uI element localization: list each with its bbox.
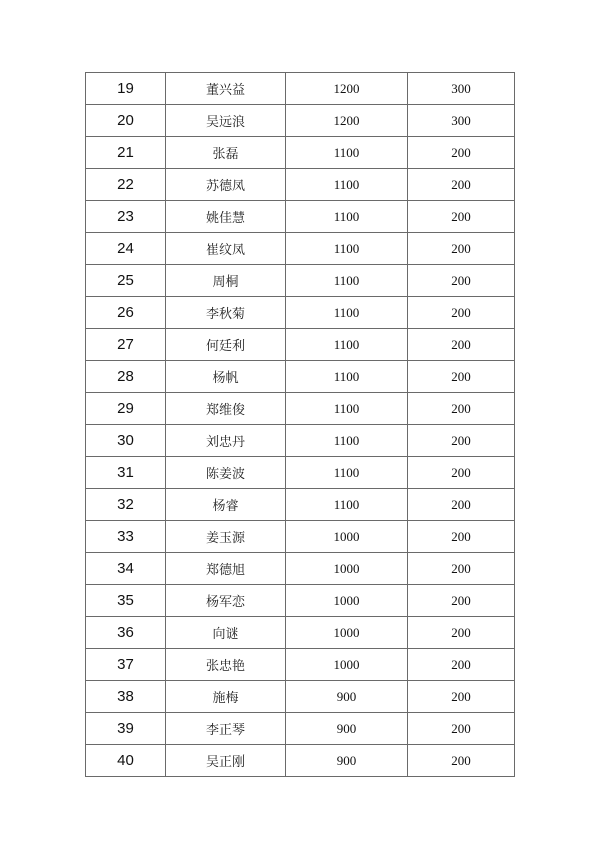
person-name: 张磊 bbox=[166, 137, 286, 169]
amount-1: 1200 bbox=[286, 73, 408, 105]
amount-1: 1100 bbox=[286, 265, 408, 297]
table-row bbox=[86, 457, 515, 489]
person-name: 董兴益 bbox=[166, 73, 286, 105]
table-row bbox=[86, 201, 515, 233]
amount-1: 1100 bbox=[286, 425, 408, 457]
person-name: 杨睿 bbox=[166, 489, 286, 521]
amount-2: 200 bbox=[408, 521, 515, 553]
amount-2: 200 bbox=[408, 329, 515, 361]
person-name: 吴远浪 bbox=[166, 105, 286, 137]
amount-2: 200 bbox=[408, 713, 515, 745]
amount-1: 1100 bbox=[286, 169, 408, 201]
amount-1: 1000 bbox=[286, 521, 408, 553]
person-name: 张忠艳 bbox=[166, 649, 286, 681]
row-number: 34 bbox=[86, 553, 166, 585]
row-number: 25 bbox=[86, 265, 166, 297]
amount-2: 200 bbox=[408, 265, 515, 297]
amount-2: 200 bbox=[408, 745, 515, 777]
row-number: 28 bbox=[86, 361, 166, 393]
amount-2: 200 bbox=[408, 553, 515, 585]
table-row bbox=[86, 329, 515, 361]
amount-2: 200 bbox=[408, 681, 515, 713]
table-row bbox=[86, 105, 515, 137]
person-name: 郑维俊 bbox=[166, 393, 286, 425]
amount-2: 200 bbox=[408, 425, 515, 457]
row-number: 38 bbox=[86, 681, 166, 713]
person-name: 陈姜波 bbox=[166, 457, 286, 489]
amount-2: 300 bbox=[408, 105, 515, 137]
table-row bbox=[86, 553, 515, 585]
person-name: 崔纹凤 bbox=[166, 233, 286, 265]
amount-1: 1100 bbox=[286, 329, 408, 361]
amount-2: 200 bbox=[408, 649, 515, 681]
amount-1: 1000 bbox=[286, 649, 408, 681]
amount-2: 300 bbox=[408, 73, 515, 105]
amount-1: 1100 bbox=[286, 297, 408, 329]
person-name: 刘忠丹 bbox=[166, 425, 286, 457]
amount-1: 900 bbox=[286, 713, 408, 745]
person-name: 郑德旭 bbox=[166, 553, 286, 585]
table-row bbox=[86, 265, 515, 297]
row-number: 27 bbox=[86, 329, 166, 361]
row-number: 33 bbox=[86, 521, 166, 553]
amount-1: 900 bbox=[286, 681, 408, 713]
amount-2: 200 bbox=[408, 457, 515, 489]
table-row bbox=[86, 233, 515, 265]
person-name: 施梅 bbox=[166, 681, 286, 713]
row-number: 37 bbox=[86, 649, 166, 681]
person-name: 苏德凤 bbox=[166, 169, 286, 201]
amount-2: 200 bbox=[408, 393, 515, 425]
amount-1: 1100 bbox=[286, 233, 408, 265]
person-name: 姜玉源 bbox=[166, 521, 286, 553]
row-number: 19 bbox=[86, 73, 166, 105]
amount-1: 1100 bbox=[286, 201, 408, 233]
amount-1: 1100 bbox=[286, 137, 408, 169]
table-row bbox=[86, 745, 515, 777]
amount-2: 200 bbox=[408, 489, 515, 521]
amount-1: 1100 bbox=[286, 393, 408, 425]
amount-2: 200 bbox=[408, 233, 515, 265]
amount-1: 1000 bbox=[286, 585, 408, 617]
amount-2: 200 bbox=[408, 585, 515, 617]
person-name: 杨军恋 bbox=[166, 585, 286, 617]
table-body bbox=[86, 73, 515, 777]
amount-1: 1200 bbox=[286, 105, 408, 137]
amount-1: 900 bbox=[286, 745, 408, 777]
row-number: 21 bbox=[86, 137, 166, 169]
table-row bbox=[86, 425, 515, 457]
person-name: 李秋菊 bbox=[166, 297, 286, 329]
row-number: 40 bbox=[86, 745, 166, 777]
person-name: 向谜 bbox=[166, 617, 286, 649]
person-name: 周桐 bbox=[166, 265, 286, 297]
row-number: 30 bbox=[86, 425, 166, 457]
table-row bbox=[86, 713, 515, 745]
data-table bbox=[85, 72, 515, 777]
table-row bbox=[86, 73, 515, 105]
amount-2: 200 bbox=[408, 297, 515, 329]
amount-2: 200 bbox=[408, 201, 515, 233]
amount-1: 1100 bbox=[286, 361, 408, 393]
row-number: 32 bbox=[86, 489, 166, 521]
table-row bbox=[86, 585, 515, 617]
row-number: 29 bbox=[86, 393, 166, 425]
row-number: 26 bbox=[86, 297, 166, 329]
table-row bbox=[86, 521, 515, 553]
table-row bbox=[86, 393, 515, 425]
table-row bbox=[86, 137, 515, 169]
row-number: 36 bbox=[86, 617, 166, 649]
amount-2: 200 bbox=[408, 361, 515, 393]
row-number: 35 bbox=[86, 585, 166, 617]
amount-1: 1100 bbox=[286, 489, 408, 521]
table-row bbox=[86, 649, 515, 681]
row-number: 23 bbox=[86, 201, 166, 233]
amount-2: 200 bbox=[408, 137, 515, 169]
table-row bbox=[86, 297, 515, 329]
row-number: 24 bbox=[86, 233, 166, 265]
table-row bbox=[86, 169, 515, 201]
person-name: 李正琴 bbox=[166, 713, 286, 745]
table-row bbox=[86, 489, 515, 521]
person-name: 杨帆 bbox=[166, 361, 286, 393]
person-name: 吴正刚 bbox=[166, 745, 286, 777]
amount-1: 1100 bbox=[286, 457, 408, 489]
amount-2: 200 bbox=[408, 169, 515, 201]
table-row bbox=[86, 361, 515, 393]
person-name: 何廷利 bbox=[166, 329, 286, 361]
row-number: 22 bbox=[86, 169, 166, 201]
row-number: 31 bbox=[86, 457, 166, 489]
person-name: 姚佳慧 bbox=[166, 201, 286, 233]
amount-1: 1000 bbox=[286, 617, 408, 649]
amount-2: 200 bbox=[408, 617, 515, 649]
row-number: 20 bbox=[86, 105, 166, 137]
amount-1: 1000 bbox=[286, 553, 408, 585]
table-row bbox=[86, 681, 515, 713]
row-number: 39 bbox=[86, 713, 166, 745]
table-row bbox=[86, 617, 515, 649]
